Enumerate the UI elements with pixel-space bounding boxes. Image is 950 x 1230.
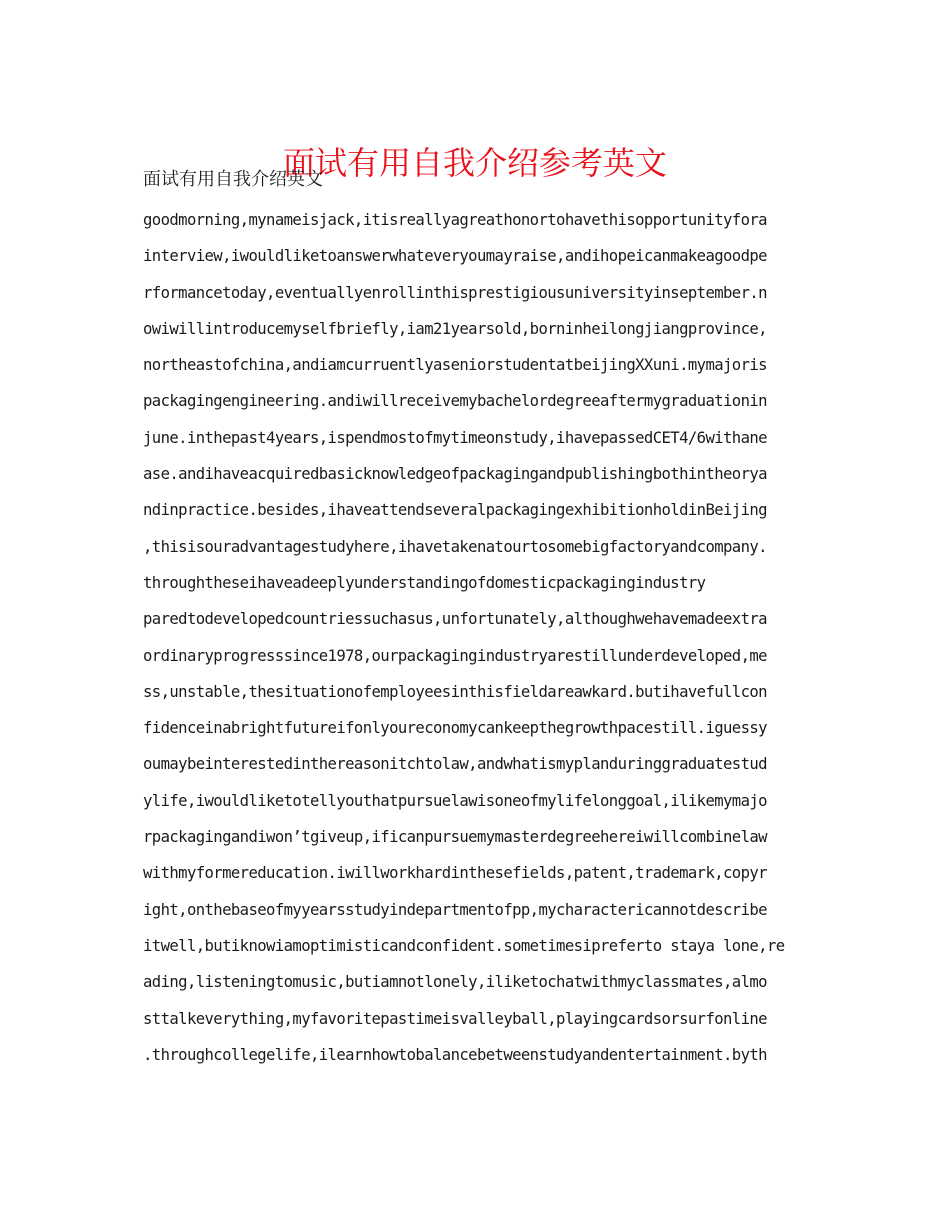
body-line: ading,listeningtomusic,butiamnotlonely,iliketochatwithmyclassmates,almo: [143, 973, 767, 992]
body-line: throughtheseihaveadeeplyunderstandingofdomesticpackagingindustry: [143, 573, 706, 592]
body-line: ight,onthebaseofmyyearsstudyindepartmentofpp,mycharactericannotdescribe: [143, 900, 767, 919]
document-subtitle: 面试有用自我介绍英文: [143, 169, 323, 190]
body-line: june.inthepast4years,ispendmostofmytimeonstudy,ihavepassedCET4/6withane: [143, 428, 767, 447]
body-line: fidenceinabrightfutureifonlyoureconomycankeepthegrowthpacestill.iguessy: [143, 719, 767, 738]
document-title: 面试有用自我介绍参考英文: [282, 144, 667, 183]
body-line: itwell,butiknowiamoptimisticandconfident.sometimesipreferto staya lone,re: [143, 936, 785, 955]
body-line: ase.andihaveacquiredbasicknowledgeofpackagingandpublishingbothintheorya: [143, 465, 767, 484]
body-line: .throughcollegelife,ilearnhowtobalancebetweenstudyandentertainment.byth: [143, 1045, 767, 1064]
body-line: ,thisisouradvantagestudyhere,ihavetakenatourtosomebigfactoryandcompany.: [143, 537, 767, 556]
body-line: ordinaryprogresssince1978,ourpackagingindustryarestillunderdeveloped,me: [143, 646, 767, 665]
body-line: oumaybeinterestedinthereasonitchtolaw,andwhatismyplanduringgraduatestud: [143, 755, 767, 774]
body-line: ndinpractice.besides,ihaveattendseveralpackagingexhibitionholdinBeijing: [143, 501, 767, 520]
body-line: rpackagingandiwon’tgiveup,ificanpursuemymasterdegreehereiwillcombinelaw: [143, 828, 767, 847]
body-line: northeastofchina,andiamcurruentlyaseniorstudentatbeijingXXuni.mymajoris: [143, 356, 767, 375]
body-line: rformancetoday,eventuallyenrollinthisprestigiousuniversityinseptember.n: [143, 283, 767, 302]
document-body: [143, 202, 807, 1073]
body-line: packagingengineering.andiwillreceivemybachelordegreeaftermygraduationin: [143, 392, 767, 411]
body-line: interview,iwouldliketoanswerwhateveryoumayraise,andihopeicanmakeagoodpe: [143, 247, 767, 266]
body-line: ss,unstable,thesituationofemployeesinthisfieldareawkard.butihavefullcon: [143, 682, 767, 701]
body-line: withmyformereducation.iwillworkhardinthesefields,patent,trademark,copyr: [143, 864, 767, 883]
body-line: sttalkeverything,myfavoritepastimeisvalleyball,playingcardsorsurfonline: [143, 1009, 767, 1028]
body-line: ylife,iwouldliketotellyouthatpursuelawisoneofmylifelonggoal,ilikemymajo: [143, 791, 767, 810]
body-line: owiwillintroducemyselfbriefly,iam21yearsold,borninheilongjiangprovince,: [143, 319, 767, 338]
body-line: paredtodevelopedcountriessuchasus,unfortunately,althoughwehavemadeextra: [143, 610, 767, 629]
body-line: goodmorning,mynameisjack,itisreallyagreathonortohavethisopportunityfora: [143, 211, 767, 229]
